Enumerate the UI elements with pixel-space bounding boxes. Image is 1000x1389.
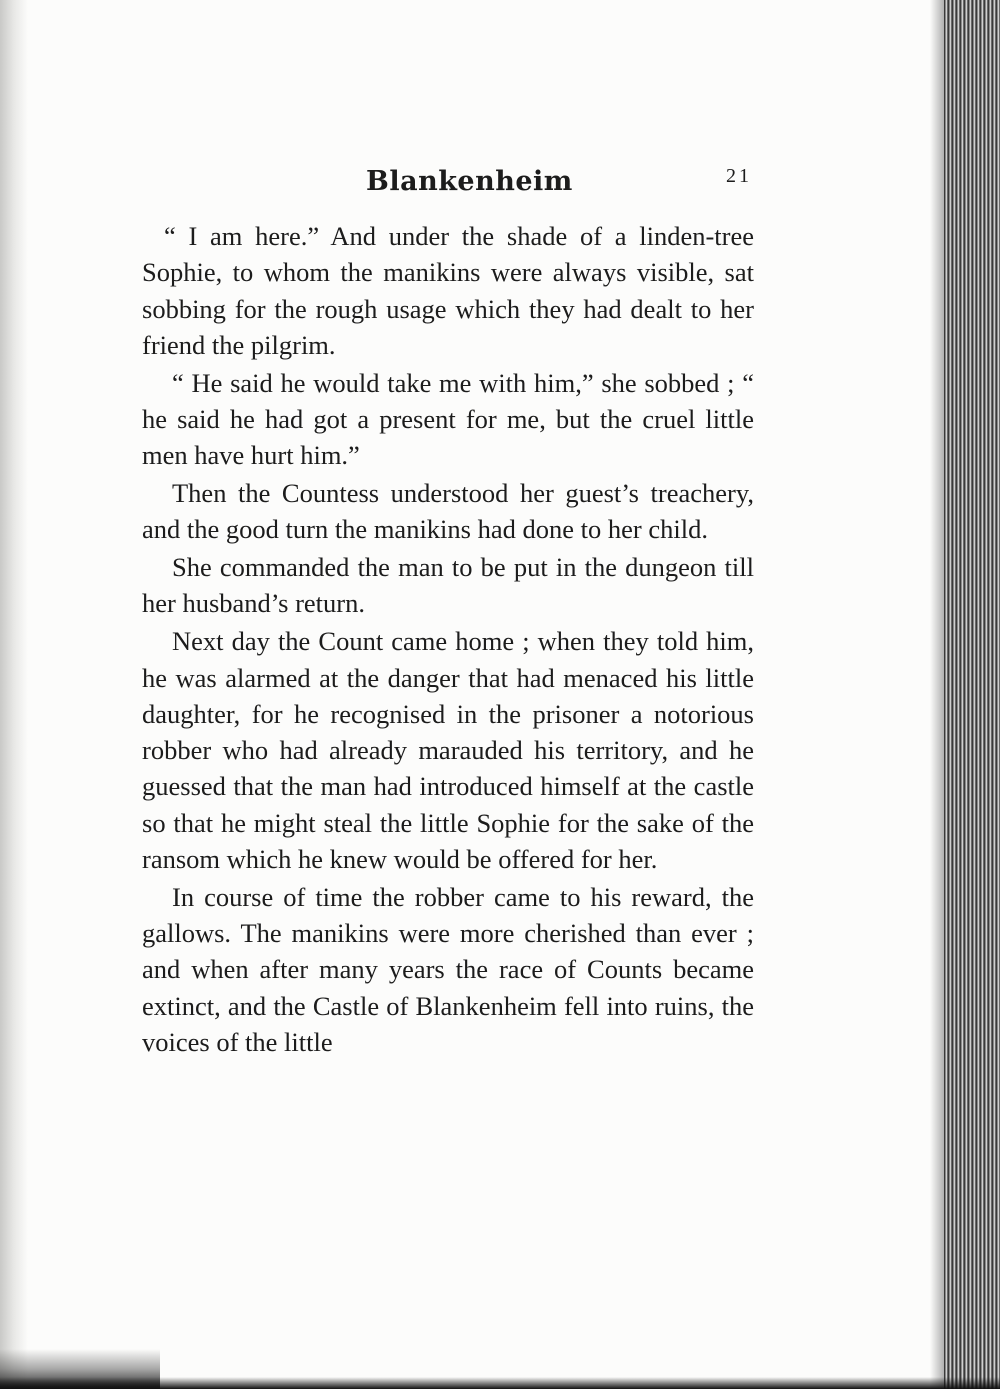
paragraph: Then the Countess understood her guest’s treachery, and the good turn the manikins had done to her child. [142, 478, 754, 545]
bottom-shadow [0, 1377, 1000, 1389]
body-text [142, 218, 754, 1060]
paragraph: She commanded the man to be put in the dungeon till her husband’s return. [142, 552, 754, 619]
paragraph: “ I am here.” And under the shade of a linden-tree Sophie, to whom the manikins were always visible, sat sobbing for the rough usage which they had dealt to her friend the pilgrim. [142, 221, 754, 360]
page-edges [944, 0, 1000, 1389]
gutter-shadow [0, 0, 28, 1389]
page-edge-fade [930, 0, 944, 1389]
running-head [0, 160, 1000, 204]
running-head-title: Blankenheim [366, 166, 573, 197]
page-number: 21 [726, 165, 752, 187]
paragraph: In course of time the robber came to his reward, the gallows. The manikins were more cherished than ever ; and when after many years the race of Counts became extinct, and the Castle of Blankenheim fell into ruins, the voices of the little [142, 881, 754, 1058]
paragraph: Next day the Count came home ; when they told him, he was alarmed at the danger that had menaced his little daughter, for he recognised in the prisoner a notorious robber who had already marauded his territory, and he guessed that the man had introduced himself at the castle so that he might steal the little Sophie for the sake of the ransom which he knew would be offered for her. [142, 626, 754, 875]
paragraph: “ He said he would take me with him,” she sobbed ; “ he said he had got a present for me, but the cruel little men have hurt him.” [142, 367, 754, 471]
